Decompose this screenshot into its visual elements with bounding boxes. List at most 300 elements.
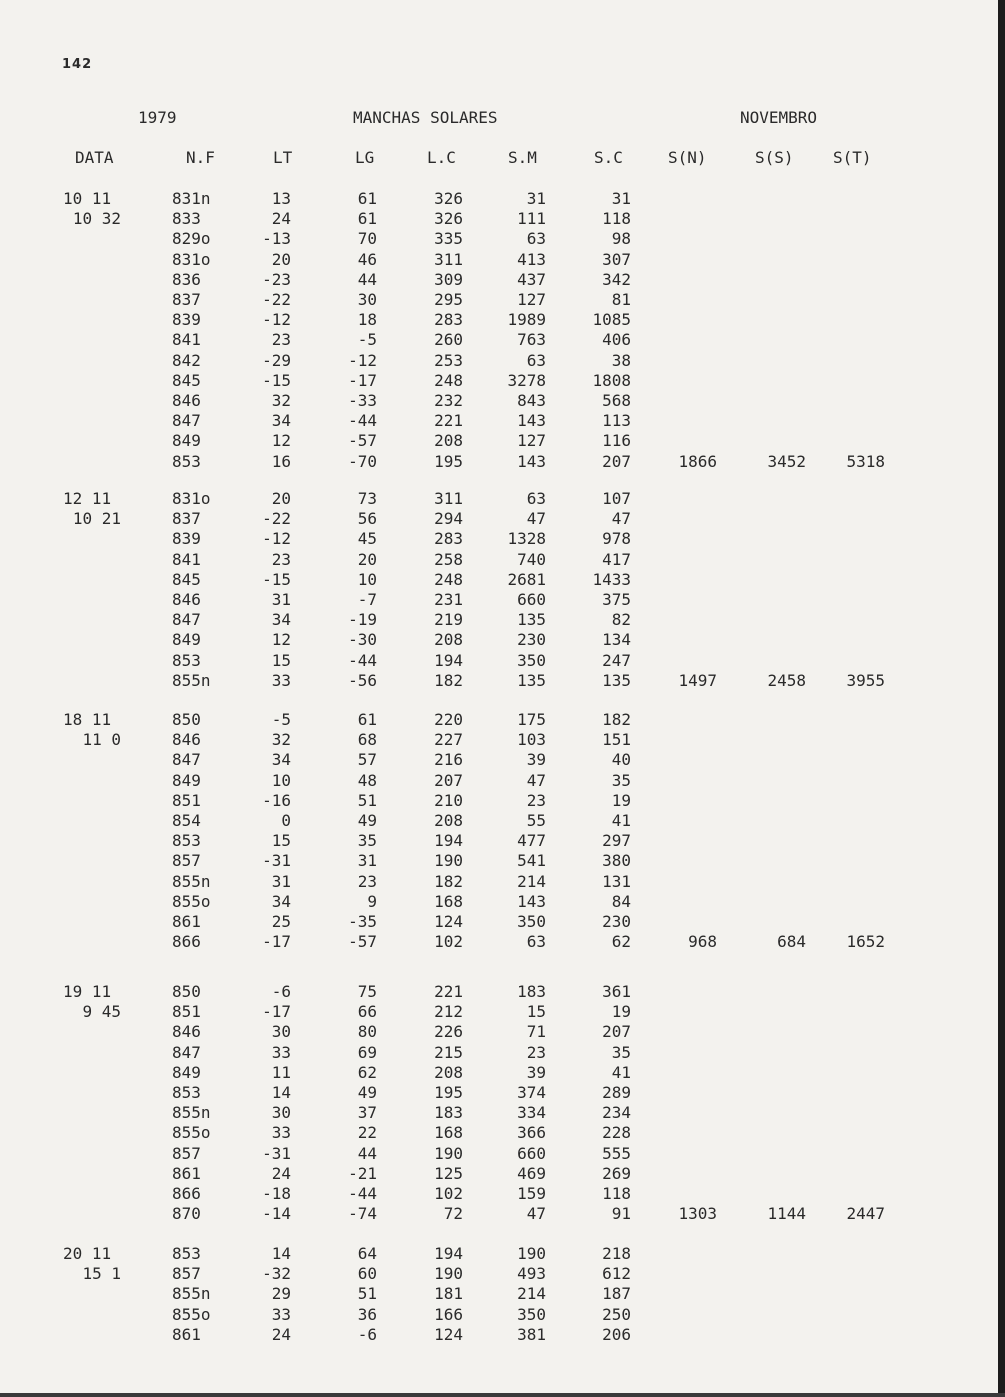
col-header-sm: S.M bbox=[508, 148, 537, 167]
cell-lg: 31 bbox=[357, 851, 377, 871]
table-row bbox=[0, 550, 1000, 570]
observation-date: 20 11 bbox=[63, 1244, 112, 1263]
observation-date: 12 11 bbox=[63, 489, 112, 508]
table-row bbox=[0, 1204, 1000, 1224]
cell-lt: 12 bbox=[271, 431, 291, 451]
cell-nf: 845 bbox=[172, 569, 201, 589]
cell-nf: 855n bbox=[172, 1103, 211, 1123]
cell-lg: 36 bbox=[357, 1304, 377, 1324]
table-row bbox=[0, 529, 1000, 549]
cell-nf: 849 bbox=[172, 770, 201, 790]
cell-lc: 253 bbox=[434, 350, 463, 370]
cell-sm: 214 bbox=[517, 871, 546, 891]
cell-lg: 46 bbox=[357, 249, 377, 269]
cell-lc: 208 bbox=[434, 630, 463, 650]
cell-nf: 829o bbox=[172, 229, 211, 249]
cell-sn: 1866 bbox=[678, 451, 717, 471]
table-row bbox=[0, 892, 1000, 912]
cell-lg: 57 bbox=[357, 750, 377, 770]
cell-sm: 183 bbox=[517, 982, 546, 1001]
cell-lc: 210 bbox=[434, 790, 463, 810]
table-row bbox=[0, 509, 1000, 529]
cell-lg: 64 bbox=[357, 1244, 377, 1263]
cell-sm: 31 bbox=[526, 189, 546, 208]
cell-sc: 417 bbox=[602, 549, 631, 569]
cell-sm: 660 bbox=[517, 1143, 546, 1163]
cell-lt: 24 bbox=[271, 209, 291, 229]
cell-sm: 39 bbox=[526, 750, 546, 770]
cell-lt: -6 bbox=[271, 982, 291, 1001]
table-row bbox=[0, 750, 1000, 770]
cell-lc: 194 bbox=[434, 831, 463, 851]
cell-sm: 135 bbox=[517, 610, 546, 630]
cell-sm: 71 bbox=[526, 1022, 546, 1042]
cell-sm: 23 bbox=[526, 1042, 546, 1062]
cell-sm: 541 bbox=[517, 851, 546, 871]
cell-lg: 30 bbox=[357, 290, 377, 309]
observation-date: 18 11 bbox=[63, 710, 112, 729]
cell-lc: 219 bbox=[434, 610, 463, 630]
cell-nf: 857 bbox=[172, 1143, 201, 1163]
cell-lg: -35 bbox=[348, 912, 377, 931]
cell-sc: 84 bbox=[611, 891, 631, 911]
cell-lt: 16 bbox=[271, 451, 291, 471]
cell-nf: 837 bbox=[172, 509, 201, 529]
cell-sc: 234 bbox=[602, 1103, 631, 1123]
cell-lt: 33 bbox=[271, 1304, 291, 1324]
cell-lt: 31 bbox=[271, 590, 291, 609]
cell-sc: 118 bbox=[602, 209, 631, 229]
table-row bbox=[0, 630, 1000, 650]
table-row bbox=[0, 330, 1000, 350]
cell-lt: -18 bbox=[262, 1184, 291, 1203]
cell-lc: 294 bbox=[434, 509, 463, 529]
cell-sm: 135 bbox=[517, 670, 546, 690]
table-row bbox=[0, 730, 1000, 750]
cell-lg: 44 bbox=[357, 269, 377, 289]
cell-lg: 23 bbox=[357, 871, 377, 891]
cell-lg: 62 bbox=[357, 1062, 377, 1082]
cell-lc: 309 bbox=[434, 269, 463, 289]
cell-ss: 3452 bbox=[767, 451, 806, 471]
cell-lc: 248 bbox=[434, 569, 463, 589]
cell-sc: 289 bbox=[602, 1083, 631, 1102]
cell-lg: 18 bbox=[357, 310, 377, 330]
cell-st: 1652 bbox=[846, 932, 885, 952]
cell-sn: 1497 bbox=[678, 670, 717, 690]
cell-nf: 851 bbox=[172, 1002, 201, 1022]
table-row bbox=[0, 1083, 1000, 1103]
cell-lg: -44 bbox=[348, 1184, 377, 1203]
cell-sm: 1328 bbox=[507, 529, 546, 549]
cell-lg: -30 bbox=[348, 630, 377, 650]
cell-nf: 855n bbox=[172, 871, 211, 891]
cell-sm: 763 bbox=[517, 330, 546, 350]
cell-lc: 168 bbox=[434, 1123, 463, 1143]
cell-nf: 853 bbox=[172, 1244, 201, 1263]
cell-nf: 836 bbox=[172, 269, 201, 289]
cell-nf: 847 bbox=[172, 411, 201, 431]
cell-nf: 853 bbox=[172, 650, 201, 670]
cell-lc: 181 bbox=[434, 1284, 463, 1304]
page-number: 142 bbox=[62, 57, 93, 72]
cell-lc: 221 bbox=[434, 411, 463, 431]
cell-nf: 837 bbox=[172, 290, 201, 309]
table-row bbox=[0, 811, 1000, 831]
cell-sc: 134 bbox=[602, 630, 631, 650]
cell-sc: 19 bbox=[611, 1002, 631, 1022]
cell-nf: 855o bbox=[172, 1304, 211, 1324]
cell-lt: 10 bbox=[271, 770, 291, 790]
cell-lg: -56 bbox=[348, 670, 377, 690]
cell-lt: 20 bbox=[271, 489, 291, 508]
cell-sm: 493 bbox=[517, 1264, 546, 1284]
cell-sc: 406 bbox=[602, 330, 631, 350]
cell-sc: 82 bbox=[611, 610, 631, 630]
cell-nf: 846 bbox=[172, 590, 201, 609]
cell-lt: -31 bbox=[262, 851, 291, 871]
table-row bbox=[0, 710, 1000, 730]
table-row bbox=[0, 932, 1000, 952]
col-header-st: S(T) bbox=[833, 148, 872, 167]
cell-sn: 968 bbox=[688, 932, 717, 952]
cell-lc: 227 bbox=[434, 730, 463, 750]
cell-lc: 72 bbox=[443, 1204, 463, 1224]
table-row bbox=[0, 1103, 1000, 1123]
cell-sc: 38 bbox=[611, 350, 631, 370]
observation-time: 10 32 bbox=[72, 209, 121, 229]
table-row bbox=[0, 590, 1000, 610]
cell-sm: 159 bbox=[517, 1184, 546, 1203]
table-row bbox=[0, 391, 1000, 411]
cell-sm: 63 bbox=[526, 229, 546, 249]
cell-sc: 230 bbox=[602, 912, 631, 931]
table-row bbox=[0, 610, 1000, 630]
table-row bbox=[0, 209, 1000, 229]
cell-lg: -17 bbox=[348, 370, 377, 390]
table-row bbox=[0, 872, 1000, 892]
cell-lc: 248 bbox=[434, 370, 463, 390]
table-row bbox=[0, 1043, 1000, 1063]
cell-sc: 47 bbox=[611, 509, 631, 529]
cell-lg: -33 bbox=[348, 391, 377, 410]
cell-lc: 190 bbox=[434, 1264, 463, 1284]
cell-st: 3955 bbox=[846, 670, 885, 690]
cell-sc: 207 bbox=[602, 451, 631, 471]
table-row bbox=[0, 1063, 1000, 1083]
cell-lc: 125 bbox=[434, 1163, 463, 1183]
cell-sm: 350 bbox=[517, 912, 546, 931]
cell-nf: 866 bbox=[172, 932, 201, 952]
cell-lt: 34 bbox=[271, 750, 291, 770]
cell-sc: 342 bbox=[602, 269, 631, 289]
cell-lc: 208 bbox=[434, 811, 463, 830]
cell-lt: 31 bbox=[271, 871, 291, 891]
cell-lg: 49 bbox=[357, 1083, 377, 1102]
cell-lt: 13 bbox=[271, 189, 291, 208]
cell-sc: 978 bbox=[602, 529, 631, 549]
cell-nf: 861 bbox=[172, 1324, 201, 1344]
cell-nf: 851 bbox=[172, 790, 201, 810]
cell-lc: 220 bbox=[434, 710, 463, 729]
cell-sc: 307 bbox=[602, 249, 631, 269]
cell-lc: 124 bbox=[434, 1324, 463, 1344]
table-row bbox=[0, 1264, 1000, 1284]
cell-nf: 839 bbox=[172, 310, 201, 330]
cell-lt: -17 bbox=[262, 932, 291, 952]
cell-lt: 32 bbox=[271, 391, 291, 410]
cell-lg: -44 bbox=[348, 411, 377, 431]
cell-sc: 206 bbox=[602, 1324, 631, 1344]
cell-nf: 847 bbox=[172, 750, 201, 770]
cell-lg: -57 bbox=[348, 431, 377, 451]
cell-sm: 214 bbox=[517, 1284, 546, 1304]
cell-sm: 413 bbox=[517, 249, 546, 269]
cell-sc: 98 bbox=[611, 229, 631, 249]
cell-lg: -74 bbox=[348, 1204, 377, 1224]
cell-lg: 45 bbox=[357, 529, 377, 549]
cell-lt: 33 bbox=[271, 670, 291, 690]
cell-lt: -15 bbox=[262, 569, 291, 589]
cell-nf: 870 bbox=[172, 1204, 201, 1224]
cell-lt: 20 bbox=[271, 249, 291, 269]
cell-lt: 34 bbox=[271, 411, 291, 431]
cell-nf: 855n bbox=[172, 670, 211, 690]
cell-lc: 190 bbox=[434, 851, 463, 871]
cell-nf: 855n bbox=[172, 1284, 211, 1304]
cell-lc: 195 bbox=[434, 1083, 463, 1102]
cell-sc: 135 bbox=[602, 670, 631, 690]
cell-sc: 612 bbox=[602, 1264, 631, 1284]
table-row bbox=[0, 371, 1000, 391]
table-row bbox=[0, 651, 1000, 671]
cell-nf: 861 bbox=[172, 912, 201, 931]
table-row bbox=[0, 1022, 1000, 1042]
table-row bbox=[0, 250, 1000, 270]
table-row bbox=[0, 791, 1000, 811]
cell-lt: -12 bbox=[262, 529, 291, 549]
cell-lt: -12 bbox=[262, 310, 291, 330]
cell-lt: -15 bbox=[262, 370, 291, 390]
cell-sc: 113 bbox=[602, 411, 631, 431]
cell-sm: 740 bbox=[517, 549, 546, 569]
cell-lc: 231 bbox=[434, 590, 463, 609]
table-row bbox=[0, 1164, 1000, 1184]
cell-sm: 143 bbox=[517, 891, 546, 911]
cell-lt: 14 bbox=[271, 1244, 291, 1263]
cell-lt: 25 bbox=[271, 912, 291, 931]
cell-sc: 375 bbox=[602, 590, 631, 609]
cell-sc: 118 bbox=[602, 1184, 631, 1203]
cell-lt: 11 bbox=[271, 1062, 291, 1082]
cell-lt: 30 bbox=[271, 1022, 291, 1042]
cell-lg: -44 bbox=[348, 650, 377, 670]
cell-lc: 326 bbox=[434, 189, 463, 208]
col-header-data: DATA bbox=[75, 148, 114, 167]
table-row bbox=[0, 1002, 1000, 1022]
cell-lc: 208 bbox=[434, 431, 463, 451]
cell-sm: 39 bbox=[526, 1062, 546, 1082]
cell-sm: 334 bbox=[517, 1103, 546, 1123]
table-row bbox=[0, 982, 1000, 1002]
cell-lc: 226 bbox=[434, 1022, 463, 1042]
cell-nf: 855o bbox=[172, 891, 211, 911]
cell-lg: 69 bbox=[357, 1042, 377, 1062]
cell-nf: 853 bbox=[172, 1083, 201, 1102]
table-row bbox=[0, 310, 1000, 330]
table-row bbox=[0, 831, 1000, 851]
cell-sc: 31 bbox=[611, 189, 631, 208]
cell-lg: 75 bbox=[357, 982, 377, 1001]
cell-nf: 850 bbox=[172, 982, 201, 1001]
cell-lt: 32 bbox=[271, 730, 291, 750]
observation-time: 15 1 bbox=[82, 1264, 121, 1284]
cell-lt: 29 bbox=[271, 1284, 291, 1304]
cell-sm: 366 bbox=[517, 1123, 546, 1143]
col-header-lg: LG bbox=[355, 148, 375, 167]
table-row bbox=[0, 189, 1000, 209]
cell-lc: 221 bbox=[434, 982, 463, 1001]
cell-nf: 854 bbox=[172, 811, 201, 830]
cell-lt: 23 bbox=[271, 549, 291, 569]
table-row bbox=[0, 671, 1000, 691]
header-year: 1979 bbox=[138, 108, 177, 127]
cell-lt: -13 bbox=[262, 229, 291, 249]
cell-st: 2447 bbox=[846, 1204, 885, 1224]
cell-sm: 47 bbox=[526, 770, 546, 790]
cell-ss: 2458 bbox=[767, 670, 806, 690]
cell-sm: 469 bbox=[517, 1163, 546, 1183]
cell-sm: 111 bbox=[517, 209, 546, 229]
cell-nf: 857 bbox=[172, 851, 201, 871]
cell-sm: 230 bbox=[517, 630, 546, 650]
cell-nf: 853 bbox=[172, 451, 201, 471]
cell-sc: 41 bbox=[611, 811, 631, 830]
cell-lt: 30 bbox=[271, 1103, 291, 1123]
observation-time: 9 45 bbox=[82, 1002, 121, 1022]
cell-nf: 857 bbox=[172, 1264, 201, 1284]
col-header-ss: S(S) bbox=[755, 148, 794, 167]
observation-date: 19 11 bbox=[63, 982, 112, 1001]
cell-sc: 107 bbox=[602, 489, 631, 508]
table-row bbox=[0, 411, 1000, 431]
cell-lg: 49 bbox=[357, 811, 377, 830]
cell-lt: 34 bbox=[271, 891, 291, 911]
col-header-sc: S.C bbox=[594, 148, 623, 167]
cell-nf: 849 bbox=[172, 1062, 201, 1082]
cell-sm: 350 bbox=[517, 1304, 546, 1324]
cell-sc: 228 bbox=[602, 1123, 631, 1143]
cell-lc: 260 bbox=[434, 330, 463, 350]
cell-sc: 187 bbox=[602, 1284, 631, 1304]
cell-lt: -23 bbox=[262, 269, 291, 289]
cell-sc: 40 bbox=[611, 750, 631, 770]
cell-nf: 831o bbox=[172, 489, 211, 508]
cell-sc: 250 bbox=[602, 1304, 631, 1324]
cell-sc: 1085 bbox=[592, 310, 631, 330]
cell-sm: 437 bbox=[517, 269, 546, 289]
cell-nf: 849 bbox=[172, 431, 201, 451]
cell-lt: 33 bbox=[271, 1123, 291, 1143]
cell-lg: 60 bbox=[357, 1264, 377, 1284]
cell-nf: 847 bbox=[172, 1042, 201, 1062]
cell-lt: 33 bbox=[271, 1042, 291, 1062]
cell-sm: 660 bbox=[517, 590, 546, 609]
cell-nf: 839 bbox=[172, 529, 201, 549]
cell-lc: 335 bbox=[434, 229, 463, 249]
cell-nf: 846 bbox=[172, 730, 201, 750]
cell-sm: 190 bbox=[517, 1244, 546, 1263]
header-title: MANCHAS SOLARES bbox=[353, 108, 498, 127]
cell-lg: 44 bbox=[357, 1143, 377, 1163]
cell-sm: 47 bbox=[526, 1204, 546, 1224]
cell-lc: 183 bbox=[434, 1103, 463, 1123]
cell-sm: 3278 bbox=[507, 370, 546, 390]
cell-lc: 283 bbox=[434, 529, 463, 549]
cell-nf: 842 bbox=[172, 350, 201, 370]
cell-sc: 81 bbox=[611, 290, 631, 309]
table-row bbox=[0, 452, 1000, 472]
header-month: NOVEMBRO bbox=[740, 108, 818, 127]
cell-sc: 297 bbox=[602, 831, 631, 851]
cell-lt: 15 bbox=[271, 650, 291, 670]
cell-sm: 103 bbox=[517, 730, 546, 750]
observation-time: 10 21 bbox=[72, 509, 121, 529]
cell-lg: 80 bbox=[357, 1022, 377, 1042]
table-row bbox=[0, 1144, 1000, 1164]
cell-lg: 37 bbox=[357, 1103, 377, 1123]
cell-sm: 1989 bbox=[507, 310, 546, 330]
cell-lc: 216 bbox=[434, 750, 463, 770]
cell-lc: 182 bbox=[434, 670, 463, 690]
col-header-sn: S(N) bbox=[668, 148, 707, 167]
col-header-lc: L.C bbox=[427, 148, 456, 167]
table-row bbox=[0, 290, 1000, 310]
cell-lg: 61 bbox=[357, 710, 377, 729]
cell-nf: 847 bbox=[172, 610, 201, 630]
cell-lg: -70 bbox=[348, 451, 377, 471]
cell-lc: 207 bbox=[434, 770, 463, 790]
cell-ss: 684 bbox=[777, 932, 806, 952]
cell-nf: 841 bbox=[172, 549, 201, 569]
cell-sm: 127 bbox=[517, 290, 546, 309]
table-row bbox=[0, 1244, 1000, 1264]
cell-sm: 15 bbox=[526, 1002, 546, 1022]
cell-nf: 861 bbox=[172, 1163, 201, 1183]
cell-nf: 853 bbox=[172, 831, 201, 851]
cell-sc: 380 bbox=[602, 851, 631, 871]
cell-lg: 51 bbox=[357, 790, 377, 810]
cell-lg: 56 bbox=[357, 509, 377, 529]
cell-lt: -32 bbox=[262, 1264, 291, 1284]
cell-lc: 166 bbox=[434, 1304, 463, 1324]
cell-sm: 127 bbox=[517, 431, 546, 451]
cell-lg: 9 bbox=[367, 891, 377, 911]
cell-sc: 131 bbox=[602, 871, 631, 891]
col-header-nf: N.F bbox=[186, 148, 215, 167]
cell-sm: 350 bbox=[517, 650, 546, 670]
table-row bbox=[0, 1305, 1000, 1325]
cell-lc: 182 bbox=[434, 871, 463, 891]
cell-nf: 850 bbox=[172, 710, 201, 729]
table-row bbox=[0, 431, 1000, 451]
cell-lt: -17 bbox=[262, 1002, 291, 1022]
cell-lg: 20 bbox=[357, 549, 377, 569]
table-row bbox=[0, 570, 1000, 590]
cell-lc: 195 bbox=[434, 451, 463, 471]
cell-nf: 831o bbox=[172, 249, 211, 269]
table-row bbox=[0, 912, 1000, 932]
